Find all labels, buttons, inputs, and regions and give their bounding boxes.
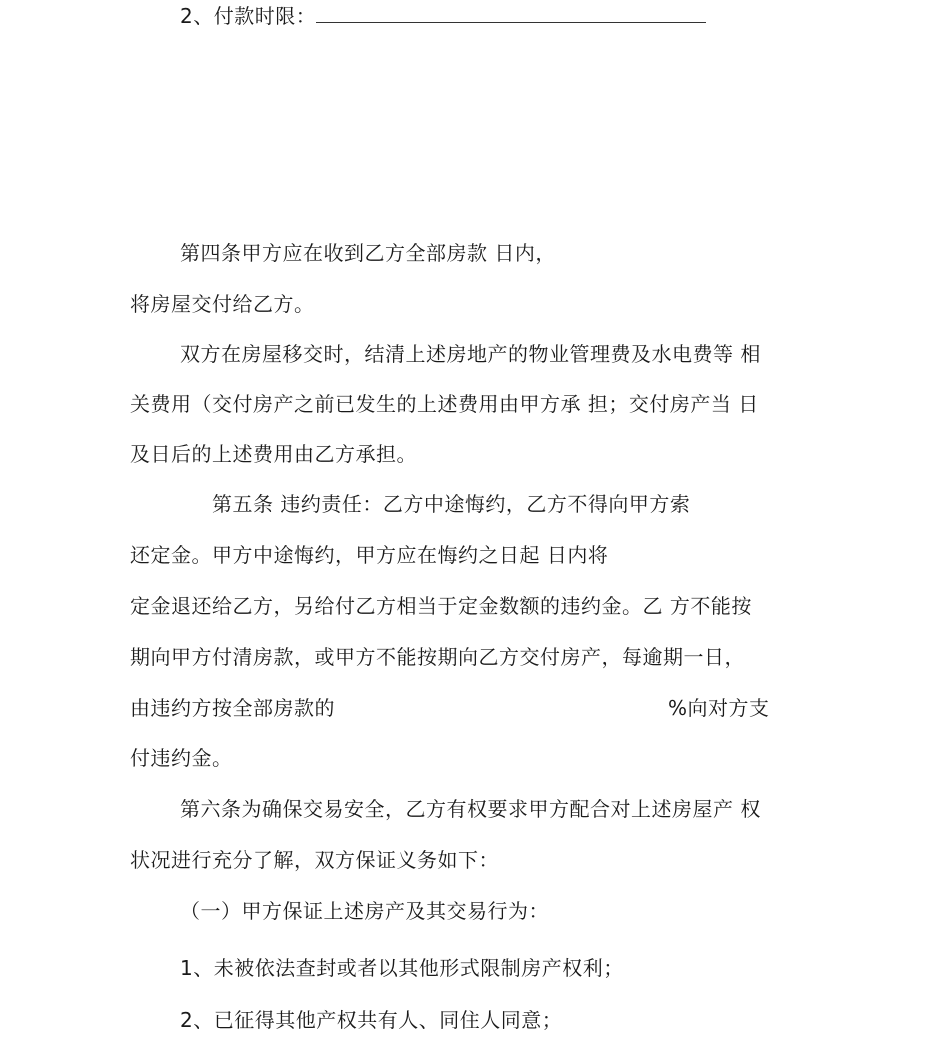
article4-line2: 将房屋交付给乙方。 [130,292,315,316]
article6-line2: 状况进行充分了解，双方保证义务如下： [130,848,499,872]
payment-deadline-label: 2、付款时限： [180,4,317,28]
article4-line1: 第四条甲方应在收到乙方全部房款 日内， [180,241,556,265]
guarantee-item-2: 2、已征得其他产权共有人、同住人同意； [180,1008,563,1032]
article5-line6: 付违约金。 [130,746,233,770]
article5-line5-left: 由违约方按全部房款的 [130,696,335,720]
article6-line1: 第六条为确保交易安全，乙方有权要求甲方配合对上述房屋产 权 [180,797,761,821]
guarantee-item-1: 1、未被依法查封或者以其他形式限制房产权利； [180,956,624,980]
handover-line1: 双方在房屋移交时，结清上述房地产的物业管理费及水电费等 相 [180,342,761,366]
article5-line3: 定金退还给乙方，另给付乙方相当于定金数额的违约金。乙 方不能按 [130,594,752,618]
handover-line2: 关费用（交付房产之前已发生的上述费用由甲方承 担；交付房产当 日 [130,392,759,416]
payment-deadline-line [180,4,706,28]
article5-line2: 还定金。甲方中途悔约，甲方应在悔约之日起 日内将 [130,543,609,567]
payment-deadline-blank [316,4,706,23]
handover-line3: 及日后的上述费用由乙方承担。 [130,442,417,466]
article5-line4: 期向甲方付清房款，或甲方不能按期向乙方交付房产，每逾期一日， [130,645,745,669]
guarantee-heading: （一）甲方保证上述房产及其交易行为： [180,899,549,923]
article5-line5-right: %向对方支 [668,696,770,720]
article5-line1: 第五条 违约责任：乙方中途悔约，乙方不得向甲方索 [212,492,691,516]
